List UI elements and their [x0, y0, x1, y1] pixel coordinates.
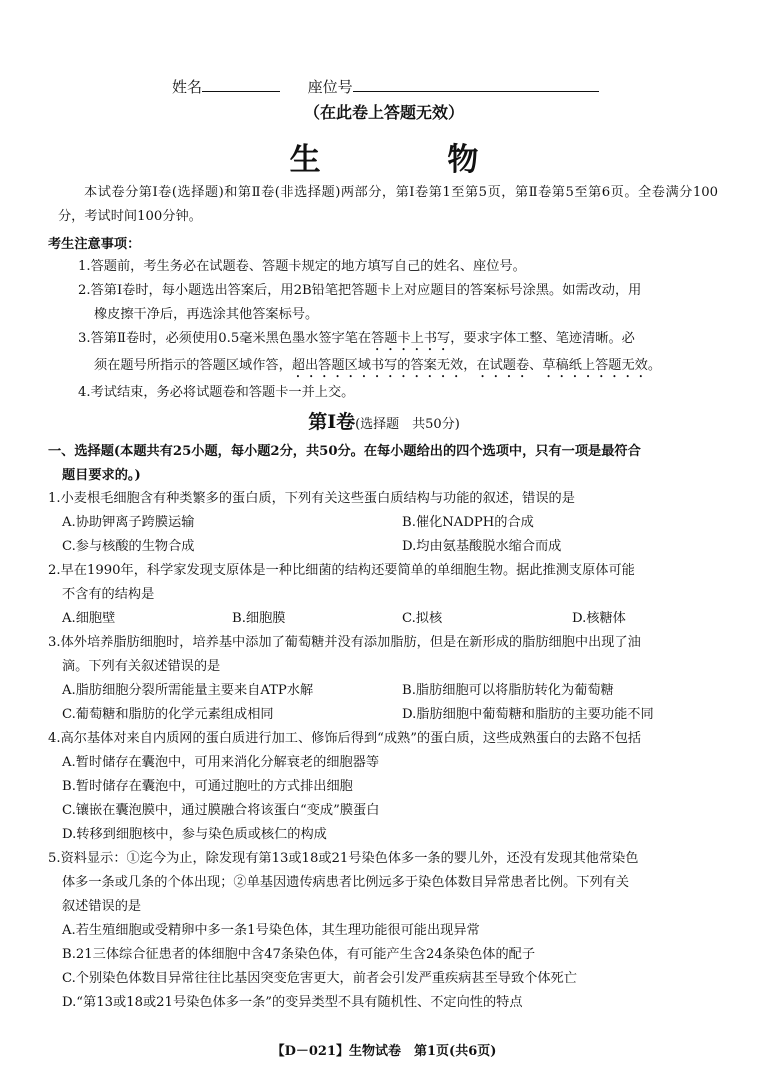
notice-item-3-text: ， [463, 358, 477, 373]
emphasis-text: 超出答题区域书写的答案无效 [291, 358, 464, 373]
question-options [48, 607, 724, 631]
question-options [48, 919, 724, 1015]
option-c: C.个别染色体数目异常往往比基因突变危害更大，前者会引发严重疾病甚至导致个体死亡 [62, 971, 577, 986]
notice-item-3 [78, 327, 722, 381]
question-stem [48, 559, 724, 607]
instruction-line1: 一、选择题(本题共有25小题，每小题2分，共50分。在每小题给出的四个选项中，只有一项是最符合 [48, 444, 641, 459]
seat-label: 座位号 [307, 78, 353, 96]
question-stem [48, 847, 724, 919]
notice-item-2-line2: 橡皮擦干净后，再选涂其他答案标号。 [94, 307, 319, 322]
name-blank [202, 77, 280, 92]
section-subtitle: (选择题 共50分) [355, 417, 460, 432]
notice-item-4: 4.考试结束，务必将试题卷和答题卡一并上交。 [78, 385, 355, 400]
notice-item-3-text: 3.答第Ⅱ卷时，必须使用0.5毫米黑色墨水签字笔在 [78, 331, 372, 346]
notice-list [78, 255, 722, 405]
option-d: D.“第13或18或21号染色体多一条”的变异类型不具有随机性、不定向性的特点 [62, 995, 523, 1010]
option-c: C.镶嵌在囊泡膜中，通过膜融合将该蛋白“变成”膜蛋白 [62, 803, 380, 818]
option-a: A.脂肪细胞分裂所需能量主要来自ATP水解 [62, 683, 314, 698]
page-title: 生 物 [289, 142, 537, 178]
option-a: A.协助钾离子跨膜运输 [62, 515, 195, 530]
notice-item-2 [78, 279, 722, 327]
question-1 [48, 487, 724, 559]
emphasis-text: 在试题卷、草稿纸上答题无效 [476, 358, 648, 373]
option-a: A.暂时储存在囊泡中，可用来消化分解衰老的细胞器等 [62, 755, 380, 770]
option-c: C.拟核 [402, 611, 443, 626]
notice-item-3-text: ，要求字体工整、笔迹清晰。必 [450, 331, 635, 346]
option-d: D.转移到细胞核中，参与染色质或核仁的构成 [62, 827, 327, 842]
option-a: A.若生殖细胞或受精卵中多一条1号染色体，其生理功能很可能出现异常 [62, 923, 480, 938]
question-stem: 1.小麦根毛细胞含有种类繁多的蛋白质，下列有关这些蛋白质结构与功能的叙述，错误的是 [48, 491, 575, 506]
option-c: C.葡萄糖和脂肪的化学元素组成相同 [62, 707, 274, 722]
question-2 [48, 559, 724, 631]
question-stem-line2: 体多一条或几条的个体出现；②单基因遗传病患者比例远多于染色体数目异常患者比例。下列有关 [62, 875, 630, 890]
question-stem-line3: 叙述错误的是 [62, 899, 142, 914]
question-stem-line2: 滴。下列有关叙述错误的是 [62, 659, 221, 674]
question-stem: 4.高尔基体对来自内质网的蛋白质进行加工、修饰后得到“成熟”的蛋白质，这些成熟蛋白的去路不包括 [48, 731, 642, 746]
section-instruction [48, 440, 724, 488]
option-b: B.细胞膜 [232, 611, 286, 626]
option-b: B.暂时储存在囊泡中，可通过胞吐的方式排出细胞 [62, 779, 353, 794]
option-d: D.脂肪细胞中葡萄糖和脂肪的主要功能不同 [402, 707, 654, 722]
question-stem [48, 631, 724, 679]
question-list [48, 487, 724, 1015]
instruction-line2: 题目要求的。) [62, 468, 141, 483]
option-c: C.参与核酸的生物合成 [62, 539, 195, 554]
question-stem-line1: 2.早在1990年，科学家发现支原体是一种比细菌的结构还要简单的单细胞生物。据此推测支原体可能 [48, 563, 635, 578]
invalid-note: （在此卷上答题无效） [303, 103, 464, 122]
notice-item-2-line1: 2.答第Ⅰ卷时，每小题选出答案后，用2B铅笔把答题卡上对应题目的答案标号涂黑。如需改动，用 [78, 283, 642, 298]
question-options [48, 751, 724, 847]
notice-item-3-text: 须在题号所指示的答题区域作答， [94, 358, 292, 373]
notice-item-3-text: 。 [647, 358, 662, 373]
question-4 [48, 727, 724, 847]
notice-item-3-line2 [78, 354, 722, 381]
option-d: D.均由氨基酸脱水缩合而成 [402, 539, 562, 554]
name-label: 姓名 [172, 78, 203, 96]
question-stem-line2: 不含有的结构是 [62, 587, 155, 602]
option-d: D.核糖体 [572, 611, 626, 626]
page-footer: 【D－021】生物试卷 第1页(共6页) [271, 1044, 497, 1059]
section-heading [0, 407, 768, 434]
question-options [48, 679, 724, 727]
question-stem-line1: 3.体外培养脂肪细胞时，培养基中添加了葡萄糖并没有添加脂肪，但是在新形成的脂肪细胞中出现了油 [48, 635, 641, 650]
question-options [48, 511, 724, 559]
intro-paragraph: 本试卷分第Ⅰ卷(选择题)和第Ⅱ卷(非选择题)两部分，第Ⅰ卷第1至第5页，第Ⅱ卷第5至第6页。全卷满分100分，考试时间100分钟。 [58, 185, 718, 224]
notice-item-1: 1.答题前，考生务必在试题卷、答题卡规定的地方填写自己的姓名、座位号。 [78, 259, 526, 274]
question-stem-line1: 5.资料显示：①迄今为止，除发现有第13或18或21号染色体多一条的婴儿外，还没有发现其他常染色 [48, 851, 639, 866]
notice-heading: 考生注意事项： [48, 237, 141, 252]
question-5 [48, 847, 724, 1015]
section-title: 第Ⅰ卷 [308, 411, 356, 433]
option-b: B.催化NADPH的合成 [402, 515, 534, 530]
option-a: A.细胞壁 [62, 611, 116, 626]
question-3 [48, 631, 724, 727]
option-b: B.21三体综合征患者的体细胞中含47条染色体，有可能产生含24条染色体的配子 [62, 947, 536, 962]
header-fields [172, 76, 599, 97]
option-b: B.脂肪细胞可以将脂肪转化为葡萄糖 [402, 683, 614, 698]
emphasis-text: 答题卡上书写 [371, 331, 451, 346]
seat-blank [353, 77, 599, 92]
